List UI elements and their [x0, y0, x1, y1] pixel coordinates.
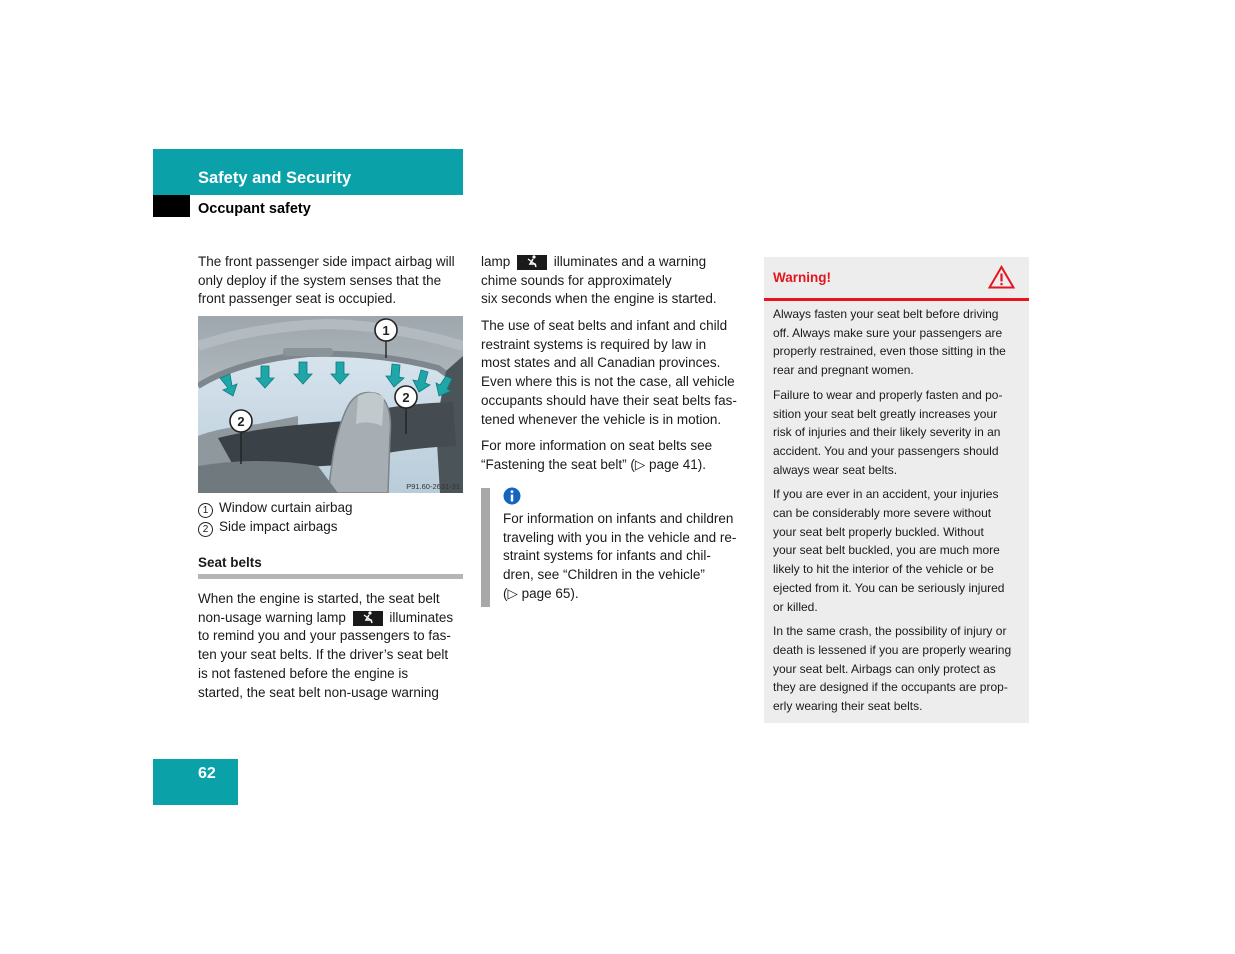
more-info-paragraph [481, 437, 751, 474]
page-number-box [153, 759, 238, 805]
paragraph-line: Even where this is not the case, all vehicle [481, 374, 735, 390]
section-tab-marker [153, 195, 190, 217]
paragraph-line: straint systems for infants and chil- [503, 548, 711, 564]
warning-line: or killed. [773, 599, 818, 614]
warning-line: ejected from it. You can be seriously injured [773, 580, 1005, 595]
paragraph-line: ten your seat belts. If the driver’s seat belt [198, 647, 449, 663]
warning-paragraph [773, 485, 1023, 616]
paragraph-line: When the engine is started, the seat belt [198, 591, 440, 606]
airbag-illustration [198, 316, 463, 493]
warning-line: If you are ever in an accident, your injuries [773, 487, 999, 502]
warning-line: your seat belt. Airbags can only protect as [773, 661, 996, 676]
warning-line: your seat belt properly buckled. Without [773, 524, 984, 539]
lamp-paragraph [481, 253, 751, 309]
line-text: non-usage warning lamp [198, 609, 346, 625]
line-text: illuminates [389, 609, 454, 625]
warning-text [773, 305, 1023, 722]
paragraph-line: is not fastened before the engine is [198, 665, 409, 681]
paragraph-line: dren, see “Children in the vehicle” [503, 567, 705, 583]
subsection-title: Occupant safety [198, 201, 311, 217]
warning-line: In the same crash, the possibility of injury or [773, 624, 1007, 639]
warning-line: sition your seat belt greatly increases your [773, 406, 998, 421]
legend-label: Side impact airbags [219, 519, 338, 534]
section-title: Safety and Security [198, 169, 352, 187]
warning-rule [764, 298, 1029, 301]
line-text: illuminates and a warning [553, 254, 707, 269]
paragraph-line: to remind you and your passengers to fas- [198, 628, 451, 644]
paragraph-line: For more information on seat belts see [481, 438, 713, 453]
page-reference-link[interactable]: “Fastening the seat belt” (▷ page 41). [481, 456, 707, 472]
legend-number: 1 [198, 503, 213, 518]
paragraph-line [481, 253, 751, 272]
paragraph-line [198, 609, 466, 628]
paragraph-line[interactable] [503, 585, 753, 604]
warning-line: rear and pregnant women. [773, 363, 914, 378]
section-rule [198, 574, 463, 579]
paragraph-line: started, the seat belt non-usage warning [198, 684, 439, 700]
callout-2-rear: 2 [402, 390, 410, 405]
note-bar [481, 488, 490, 607]
legend-item [198, 517, 338, 537]
paragraph-line[interactable] [481, 456, 751, 475]
warning-line: Always fasten your seat belt before driving [773, 307, 999, 321]
law-paragraph [481, 317, 751, 429]
intro-line: front passenger seat is occupied. [198, 291, 397, 307]
seatbelt-warning-lamp-icon [517, 255, 547, 270]
warning-line: death is lessened if you are properly wearing [773, 642, 1012, 657]
paragraph-line: tened whenever the vehicle is in motion. [481, 411, 722, 427]
warning-line: can be considerably more severe without [773, 506, 992, 521]
warning-line: erly wearing their seat belts. [773, 699, 923, 714]
paragraph-line: restraint systems is required by law in [481, 336, 707, 352]
page-number: 62 [198, 765, 216, 782]
paragraph-line: six seconds when the engine is started. [481, 291, 717, 307]
callout-1: 1 [382, 323, 390, 338]
paragraph-line: chime sounds for approximately [481, 272, 672, 288]
info-icon [503, 487, 521, 505]
warning-line: Failure to wear and properly fasten and po- [773, 387, 1003, 402]
warning-line: properly restrained, even those sitting in the [773, 344, 1006, 359]
intro-line: The front passenger side impact airbag will [198, 254, 455, 269]
line-text: lamp [481, 254, 511, 269]
warning-title: Warning! [773, 270, 831, 285]
warning-paragraph [773, 622, 1023, 716]
paragraph-line: The use of seat belts and infant and child [481, 318, 728, 333]
car-interior-drawing [198, 316, 463, 493]
paragraph-line: For information on infants and children [503, 511, 734, 526]
warning-paragraph [773, 386, 1023, 480]
warning-line: always wear seat belts. [773, 462, 898, 477]
warning-triangle-icon [988, 265, 1015, 289]
legend-item [198, 498, 353, 518]
page-reference-link[interactable]: (▷ page 65). [503, 585, 579, 601]
warning-line: risk of injuries and their likely severity in an [773, 425, 1001, 440]
intro-paragraph [198, 253, 466, 309]
paragraph-line: traveling with you in the vehicle and re- [503, 529, 737, 545]
warning-line: your seat belt buckled, you are much more [773, 543, 1000, 558]
intro-line: only deploy if the system senses that the [198, 272, 442, 288]
legend-label: Window curtain airbag [219, 500, 353, 515]
figure-code: P91.60-2631-31 [406, 482, 460, 491]
warning-line: off. Always make sure your passengers are [773, 325, 1003, 340]
warning-line: accident. You and your passengers should [773, 443, 999, 458]
paragraph-line: most states and all Canadian provinces. [481, 355, 721, 371]
info-note-text [503, 510, 753, 604]
warning-line: they are designed if the occupants are prop- [773, 680, 1008, 695]
warning-line: likely to hit the interior of the vehicle or be [773, 562, 994, 577]
callout-2-door: 2 [237, 414, 245, 429]
seatbelt-warning-lamp-icon [353, 611, 383, 626]
seat-belts-paragraph [198, 590, 466, 702]
seat-belts-heading: Seat belts [198, 555, 262, 570]
legend-number: 2 [198, 522, 213, 537]
warning-paragraph [773, 305, 1023, 380]
paragraph-line: occupants should have their seat belts fas- [481, 392, 737, 408]
